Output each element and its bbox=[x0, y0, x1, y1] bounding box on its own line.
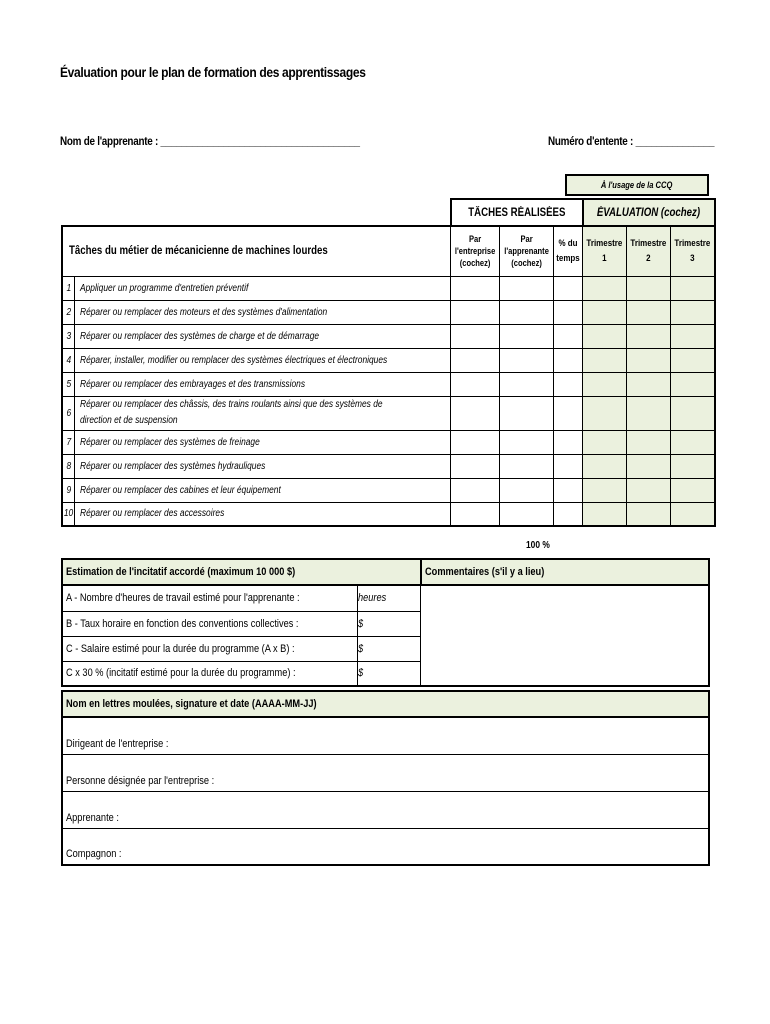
estimation-row-c-label: C - Salaire estimé pour la durée du programme (A x B) : bbox=[62, 636, 358, 661]
ccq-usage-box bbox=[565, 174, 709, 196]
commentaires-header: Commentaires (s'il y a lieu) bbox=[421, 559, 709, 585]
checkbox-par-apprenante[interactable] bbox=[500, 372, 554, 396]
task-number: 5 bbox=[62, 372, 75, 396]
signature-row[interactable]: Personne désignée par l'entreprise : bbox=[62, 754, 709, 791]
trimestre-2-cell[interactable] bbox=[627, 396, 671, 430]
task-description: Réparer ou remplacer des moteurs et des systèmes d'alimentation bbox=[75, 300, 451, 324]
trimestre-3-cell[interactable] bbox=[671, 478, 715, 502]
checkbox-par-entreprise[interactable] bbox=[451, 430, 500, 454]
numero-entente-label: Numéro d'entente : _______________ bbox=[548, 136, 715, 148]
trimestre-1-cell[interactable] bbox=[583, 454, 627, 478]
trimestre-1-cell[interactable] bbox=[583, 324, 627, 348]
trimestre-2-cell[interactable] bbox=[627, 300, 671, 324]
trimestre-3-cell[interactable] bbox=[671, 502, 715, 526]
trimestre-1-cell[interactable] bbox=[583, 430, 627, 454]
checkbox-par-apprenante[interactable] bbox=[500, 324, 554, 348]
task-row bbox=[62, 396, 715, 430]
trimestre-3-cell[interactable] bbox=[671, 324, 715, 348]
pct-temps-field[interactable] bbox=[554, 348, 583, 372]
checkbox-par-entreprise[interactable] bbox=[451, 276, 500, 300]
task-row bbox=[62, 348, 715, 372]
col-trimestre-1: Trimestre 1 bbox=[583, 226, 627, 276]
nom-apprenante-label: Nom de l'apprenante : ______________________________________ bbox=[60, 136, 360, 148]
signature-row[interactable]: Apprenante : bbox=[62, 791, 709, 828]
task-number: 2 bbox=[62, 300, 75, 324]
task-row bbox=[62, 430, 715, 454]
trimestre-3-cell[interactable] bbox=[671, 454, 715, 478]
col-par-entreprise: Par l'entreprise (cochez) bbox=[451, 226, 500, 276]
trimestre-2-cell[interactable] bbox=[627, 348, 671, 372]
checkbox-par-entreprise[interactable] bbox=[451, 348, 500, 372]
tasks-table bbox=[61, 198, 716, 527]
signature-row[interactable]: Dirigeant de l'entreprise : bbox=[62, 717, 709, 754]
checkbox-par-entreprise[interactable] bbox=[451, 396, 500, 430]
taches-realisees-header: TÂCHES RÉALISÉES bbox=[451, 199, 583, 226]
signature-header: Nom en lettres moulées, signature et date (AAAA-MM-JJ) bbox=[62, 691, 709, 717]
evaluation-header: ÉVALUATION (cochez) bbox=[583, 199, 715, 226]
task-number: 3 bbox=[62, 324, 75, 348]
task-row bbox=[62, 300, 715, 324]
estimation-row-b-unit[interactable]: $ bbox=[358, 611, 421, 636]
trimestre-1-cell[interactable] bbox=[583, 396, 627, 430]
task-description: Réparer ou remplacer des systèmes de charge et de démarrage bbox=[75, 324, 451, 348]
trimestre-1-cell[interactable] bbox=[583, 300, 627, 324]
task-number: 7 bbox=[62, 430, 75, 454]
trimestre-3-cell[interactable] bbox=[671, 396, 715, 430]
task-description: Réparer ou remplacer des systèmes de freinage bbox=[75, 430, 451, 454]
task-number: 6 bbox=[62, 396, 75, 430]
task-number: 1 bbox=[62, 276, 75, 300]
task-row bbox=[62, 454, 715, 478]
estimation-row-d-label: C x 30 % (incitatif estimé pour la durée du programme) : bbox=[62, 661, 358, 686]
pct-temps-field[interactable] bbox=[554, 502, 583, 526]
checkbox-par-entreprise[interactable] bbox=[451, 372, 500, 396]
checkbox-par-entreprise[interactable] bbox=[451, 502, 500, 526]
trimestre-2-cell[interactable] bbox=[627, 372, 671, 396]
pct-temps-field[interactable] bbox=[554, 478, 583, 502]
commentaires-field[interactable] bbox=[421, 585, 709, 686]
estimation-row-d-unit[interactable]: $ bbox=[358, 661, 421, 686]
estimation-row-a-label: A - Nombre d'heures de travail estimé pour l'apprenante : bbox=[62, 585, 358, 611]
task-number: 9 bbox=[62, 478, 75, 502]
signature-table bbox=[61, 690, 710, 866]
checkbox-par-apprenante[interactable] bbox=[500, 300, 554, 324]
checkbox-par-entreprise[interactable] bbox=[451, 300, 500, 324]
trimestre-3-cell[interactable] bbox=[671, 276, 715, 300]
trimestre-2-cell[interactable] bbox=[627, 502, 671, 526]
col-trimestre-2: Trimestre 2 bbox=[627, 226, 671, 276]
checkbox-par-entreprise[interactable] bbox=[451, 324, 500, 348]
estimation-row-a-unit[interactable]: heures bbox=[358, 585, 421, 611]
checkbox-par-entreprise[interactable] bbox=[451, 454, 500, 478]
taches-header: Tâches du métier de mécanicienne de machines lourdes bbox=[62, 226, 451, 276]
task-description: Réparer ou remplacer des châssis, des trains roulants ainsi que des systèmes de direction et de suspension bbox=[75, 396, 451, 430]
task-row bbox=[62, 478, 715, 502]
estimation-row-c-unit[interactable]: $ bbox=[358, 636, 421, 661]
ccq-usage-label: À l'usage de la CCQ bbox=[601, 180, 673, 190]
trimestre-1-cell[interactable] bbox=[583, 348, 627, 372]
trimestre-2-cell[interactable] bbox=[627, 276, 671, 300]
task-number: 10 bbox=[62, 502, 75, 526]
trimestre-1-cell[interactable] bbox=[583, 276, 627, 300]
checkbox-par-apprenante[interactable] bbox=[500, 430, 554, 454]
pct-temps-field[interactable] bbox=[554, 372, 583, 396]
estimation-row-b-label: B - Taux horaire en fonction des conventions collectives : bbox=[62, 611, 358, 636]
trimestre-2-cell[interactable] bbox=[627, 430, 671, 454]
task-row bbox=[62, 324, 715, 348]
trimestre-1-cell[interactable] bbox=[583, 478, 627, 502]
task-description: Réparer, installer, modifier ou remplacer des systèmes électriques et électroniques bbox=[75, 348, 451, 372]
trimestre-1-cell[interactable] bbox=[583, 372, 627, 396]
task-description: Réparer ou remplacer des systèmes hydrauliques bbox=[75, 454, 451, 478]
checkbox-par-apprenante[interactable] bbox=[500, 348, 554, 372]
pct-temps-field[interactable] bbox=[554, 430, 583, 454]
trimestre-3-cell[interactable] bbox=[671, 430, 715, 454]
task-description: Réparer ou remplacer des accessoires bbox=[75, 502, 451, 526]
task-row bbox=[62, 276, 715, 300]
trimestre-1-cell[interactable] bbox=[583, 502, 627, 526]
trimestre-3-cell[interactable] bbox=[671, 348, 715, 372]
trimestre-3-cell[interactable] bbox=[671, 372, 715, 396]
checkbox-par-apprenante[interactable] bbox=[500, 478, 554, 502]
task-description: Réparer ou remplacer des cabines et leur équipement bbox=[75, 478, 451, 502]
pct-temps-field[interactable] bbox=[554, 396, 583, 430]
task-number: 8 bbox=[62, 454, 75, 478]
task-number: 4 bbox=[62, 348, 75, 372]
checkbox-par-apprenante[interactable] bbox=[500, 396, 554, 430]
col-par-apprenante: Par l'apprenante (cochez) bbox=[500, 226, 554, 276]
checkbox-par-apprenante[interactable] bbox=[500, 454, 554, 478]
trimestre-2-cell[interactable] bbox=[627, 324, 671, 348]
pct-temps-field[interactable] bbox=[554, 276, 583, 300]
signature-row[interactable]: Compagnon : bbox=[62, 828, 709, 865]
pct-temps-field[interactable] bbox=[554, 454, 583, 478]
trimestre-3-cell[interactable] bbox=[671, 300, 715, 324]
total-pct: 100 % bbox=[526, 540, 550, 551]
page-title: Évaluation pour le plan de formation des apprentissages bbox=[60, 64, 366, 80]
checkbox-par-entreprise[interactable] bbox=[451, 478, 500, 502]
estimation-table bbox=[61, 558, 710, 687]
task-row bbox=[62, 502, 715, 526]
task-description: Réparer ou remplacer des embrayages et des transmissions bbox=[75, 372, 451, 396]
trimestre-2-cell[interactable] bbox=[627, 478, 671, 502]
pct-temps-field[interactable] bbox=[554, 324, 583, 348]
task-row bbox=[62, 372, 715, 396]
task-description: Appliquer un programme d'entretien préventif bbox=[75, 276, 451, 300]
checkbox-par-apprenante[interactable] bbox=[500, 502, 554, 526]
col-pct-temps: % du temps bbox=[554, 226, 583, 276]
pct-temps-field[interactable] bbox=[554, 300, 583, 324]
trimestre-2-cell[interactable] bbox=[627, 454, 671, 478]
checkbox-par-apprenante[interactable] bbox=[500, 276, 554, 300]
col-trimestre-3: Trimestre 3 bbox=[671, 226, 715, 276]
estimation-header: Estimation de l'incitatif accordé (maximum 10 000 $) bbox=[62, 559, 421, 585]
